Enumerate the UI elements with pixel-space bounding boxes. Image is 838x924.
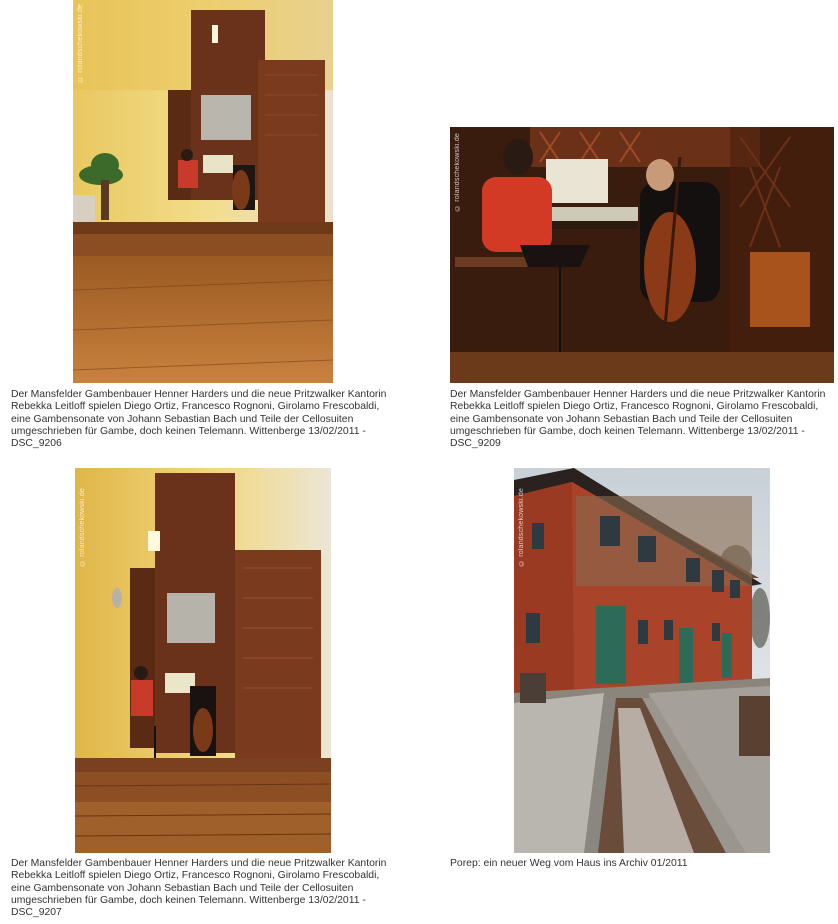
photo-caption: Der Mansfelder Gambenbauer Henner Harders und die neue Pritzwalker Kantorin Rebekka Leitloff spielen Diego Ortiz, Francesco Rognoni, Girolamo Frescobaldi, eine Gambensonate von Johann Sebastian Bach und Teile der Cellosuiten umgeschrieben für Gambe, doch keinen Telemann. Wittenberge 13/02/2011 - DSC_9206 [11,389,387,450]
photo-organ-concert-dsc-9207[interactable] [75,468,331,853]
photo-watermark: © rolandschekowski.de [518,488,525,567]
photo-watermark: © rolandschekowski.de [79,488,86,567]
photo-organ-concert-dsc-9206[interactable] [73,0,333,383]
photo-organ-concert-dsc-9209[interactable] [450,127,834,383]
photo-watermark: © rolandschekowski.de [77,4,84,83]
photo-caption: Porep: ein neuer Weg vom Haus ins Archiv 01/2011 [450,858,688,869]
photo-watermark: © rolandschekowski.de [454,133,461,212]
photo-porep-path-archive[interactable] [514,468,770,853]
photo-caption: Der Mansfelder Gambenbauer Henner Harders und die neue Pritzwalker Kantorin Rebekka Leitloff spielen Diego Ortiz, Francesco Rognoni, Girolamo Frescobaldi, eine Gambensonate von Johann Sebastian Bach und Teile der Cellosuiten umgeschrieben für Gambe, doch keinen Telemann. Wittenberge 13/02/2011 - DSC_9209 [450,389,826,450]
photo-caption: Der Mansfelder Gambenbauer Henner Harders und die neue Pritzwalker Kantorin Rebekka Leitloff spielen Diego Ortiz, Francesco Rognoni, Girolamo Frescobaldi, eine Gambensonate von Johann Sebastian Bach und Teile der Cellosuiten umgeschrieben für Gambe, doch keinen Telemann. Wittenberge 13/02/2011 - DSC_9207 [11,858,387,919]
